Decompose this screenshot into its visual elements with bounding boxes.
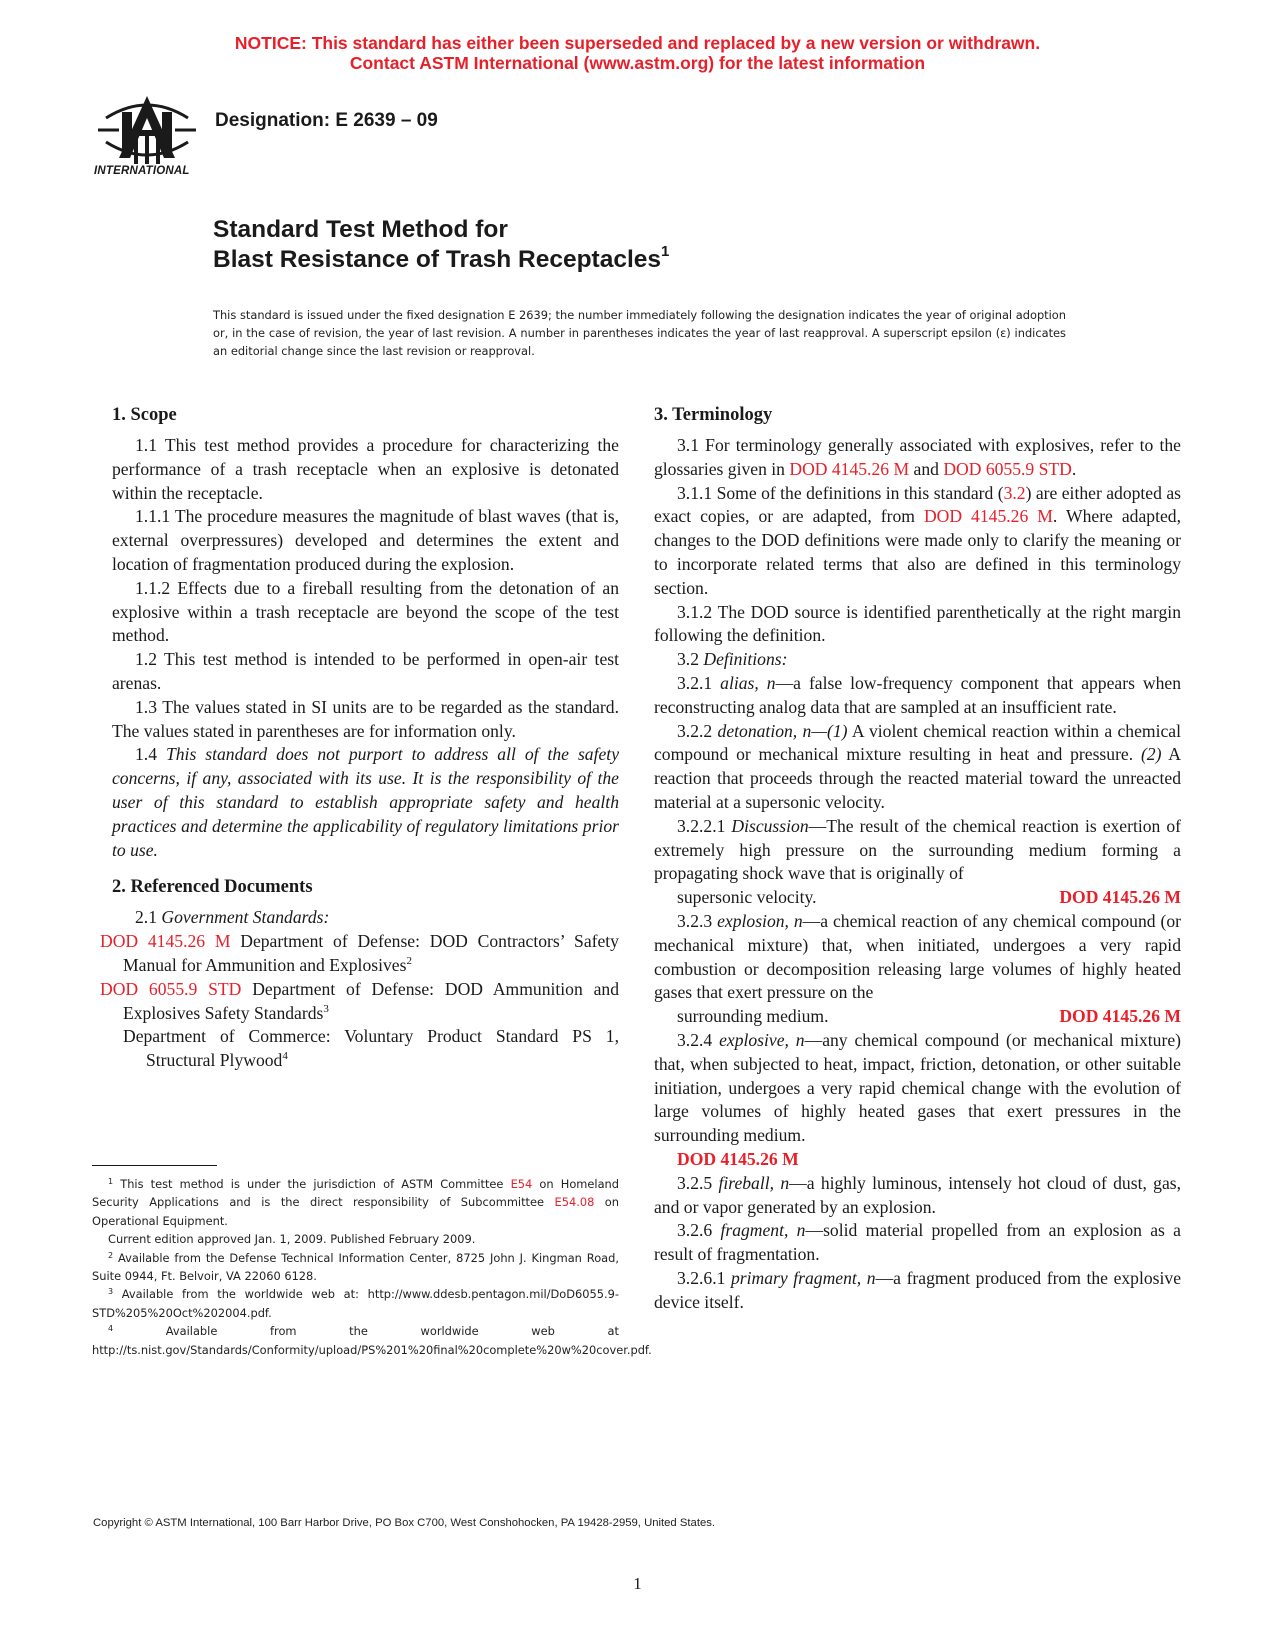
fragment-term: fragment, n bbox=[720, 1220, 806, 1241]
footnote-3-text: Available from the worldwide web at: http://www.ddesb.pentagon.mil/DoD6055.9-STD%205%20Oct%202004.pdf. bbox=[92, 1287, 619, 1320]
footnote-1-text-b: on Homeland Security Applications and is the direct responsibility of Subcommittee bbox=[92, 1177, 619, 1210]
terminology-heading: 3. Terminology bbox=[654, 405, 773, 425]
alias-number: 3.2.1 bbox=[677, 672, 721, 693]
copyright: Copyright © ASTM International, 100 Barr Harbor Drive, PO Box C700, West Conshohocken, PA 19428-2959, United States. bbox=[93, 1517, 716, 1529]
designation: Designation: E 2639 – 09 bbox=[215, 110, 438, 131]
footnote-1 bbox=[92, 1175, 619, 1230]
detonation-marker-1: (1) bbox=[827, 720, 848, 741]
ref-dod-6055 bbox=[100, 978, 619, 1026]
scope-heading: 1. Scope bbox=[112, 405, 177, 425]
discussion-end: supersonic velocity. bbox=[677, 887, 817, 908]
primary-fragment-number: 3.2.6.1 bbox=[677, 1267, 731, 1288]
explosive-term: explosive, n bbox=[719, 1029, 805, 1050]
section-3-1-text-a: 3.1 For terminology generally associated with explosives, refer to the glossaries given in bbox=[654, 435, 1181, 479]
section-3-1-2: 3.1.2 The DOD source is identified parenthetically at the right margin following the definition. bbox=[654, 601, 1181, 646]
section-3-1 bbox=[654, 434, 1181, 482]
discussion-number: 3.2.2.1 bbox=[677, 815, 732, 836]
left-column bbox=[100, 403, 619, 1073]
alias-text: —a false low-frequency component that appears when reconstructing analog data that are sampled at an insufficient rate. bbox=[654, 672, 1181, 717]
right-column bbox=[654, 403, 1181, 1314]
dod-4145-link[interactable]: DOD 4145.26 M bbox=[923, 506, 1053, 527]
section-3-2 bbox=[654, 648, 1181, 672]
ref-dod-4145 bbox=[100, 930, 619, 978]
section-3-1-text-c: . bbox=[1071, 458, 1077, 479]
astm-international-caption: INTERNATIONAL bbox=[94, 165, 190, 177]
section-1-4 bbox=[112, 743, 619, 862]
fragment-text: —solid material propelled from an explosion as a result of fragmentation. bbox=[654, 1220, 1181, 1265]
title-line-2 bbox=[213, 245, 669, 275]
section-1-1-1: 1.1.1 The procedure measures the magnitude of blast waves (that is, external overpressures) developed and determines the extent and location of fragmentation produced during the explosion. bbox=[112, 506, 619, 574]
definition-explosive bbox=[654, 1029, 1181, 1148]
section-3-1-1-text-a: 3.1.1 Some of the definitions in this standard ( bbox=[677, 482, 1004, 503]
fireball-term: fireball, n bbox=[718, 1172, 790, 1193]
referenced-documents-heading: 2. Referenced Documents bbox=[112, 877, 313, 898]
footnote-3-marker[interactable]: 3 bbox=[323, 1002, 329, 1015]
detonation-term: detonation, n— bbox=[717, 720, 827, 741]
dod-4145-source[interactable]: DOD 4145.26 M bbox=[677, 1148, 799, 1169]
notice-line-2: Contact ASTM International (www.astm.org) for the latest information bbox=[349, 53, 926, 73]
primary-fragment-term: primary fragment, n bbox=[730, 1267, 876, 1288]
footnote-4 bbox=[92, 1322, 652, 1359]
section-2-1-text: Government Standards: bbox=[161, 907, 330, 928]
footnote-1-text-a: This test method is under the jurisdiction of ASTM Committee bbox=[113, 1177, 511, 1191]
section-1-1: 1.1 This test method provides a procedure for characterizing the performance of a trash receptacle when an explosive is detonated within the receptacle. bbox=[112, 435, 619, 503]
dod-6055-desc: Department of Defense: DOD Ammunition and Explosives Safety Standards bbox=[123, 978, 619, 1023]
committee-e54-link[interactable]: E54 bbox=[510, 1177, 533, 1191]
section-3-1-1-text-b: ) are either adopted as exact copies, or are adapted, from bbox=[654, 482, 1181, 527]
dod-4145-desc: Department of Defense: DOD Contractors’ Safety Manual for Ammunition and Explosives bbox=[123, 931, 619, 975]
section-3-1-text-b: and bbox=[909, 458, 944, 479]
fragment-number: 3.2.6 bbox=[677, 1220, 721, 1241]
section-3-2-number: 3.2 bbox=[677, 649, 704, 670]
notice-line-1: NOTICE: This standard has either been superseded and replaced by a new version or withdrawn. bbox=[234, 33, 1041, 53]
page-number: 1 bbox=[633, 1574, 642, 1593]
discussion-detonation bbox=[654, 815, 1181, 886]
footnote-3 bbox=[92, 1285, 619, 1322]
detonation-text-1: A violent chemical reaction within a chemical compound or mechanical mixture resulting in heat and pressure. bbox=[654, 720, 1181, 765]
section-2-1 bbox=[112, 906, 619, 930]
dod-4145-source[interactable]: DOD 4145.26 M bbox=[1059, 1006, 1181, 1027]
title-footnote-marker[interactable]: 1 bbox=[661, 243, 670, 260]
explosion-term: explosion, n bbox=[717, 910, 803, 931]
definition-primary-fragment bbox=[654, 1267, 1181, 1315]
explosion-end: surrounding medium. bbox=[677, 1006, 829, 1027]
section-1-3: 1.3 The values stated in SI units are to be regarded as the standard. The values stated in parentheses are for information only. bbox=[112, 696, 619, 741]
footnote-divider bbox=[92, 1165, 217, 1166]
footnote-2-marker[interactable]: 2 bbox=[406, 954, 412, 967]
footnote-2 bbox=[92, 1249, 619, 1286]
definition-alias bbox=[654, 672, 1181, 720]
discussion-endline bbox=[654, 886, 1181, 910]
section-1-2: 1.2 This test method is intended to be performed in open-air test arenas. bbox=[112, 649, 619, 693]
dod-4145-link[interactable]: DOD 4145.26 M bbox=[789, 458, 910, 479]
section-1-4-number: 1.4 bbox=[135, 744, 166, 765]
definition-detonation bbox=[654, 720, 1181, 815]
dod-6055-link[interactable]: DOD 6055.9 STD bbox=[100, 978, 242, 999]
title-line-2-text: Blast Resistance of Trash Receptacles bbox=[213, 246, 662, 273]
explosion-endline bbox=[654, 1005, 1181, 1029]
section-3-2-link[interactable]: 3.2 bbox=[1003, 482, 1026, 503]
detonation-text-2: A reaction that proceeds through the reacted material toward the unreacted material at a supersonic velocity. bbox=[654, 744, 1181, 812]
footnote-4-marker[interactable]: 4 bbox=[282, 1050, 288, 1063]
title-line-1: Standard Test Method for bbox=[213, 216, 508, 243]
explosion-number: 3.2.3 bbox=[677, 910, 718, 931]
dod-6055-link[interactable]: DOD 6055.9 STD bbox=[943, 458, 1072, 479]
alias-term: alias, n bbox=[720, 672, 776, 693]
footnote-4-text: Available from the worldwide web at http://ts.nist.gov/Standards/Conformity/upload/PS%201%20final%20complete%20w%20cover.pdf. bbox=[92, 1324, 652, 1357]
footnotes bbox=[92, 1175, 652, 1359]
detonation-number: 3.2.2 bbox=[677, 720, 718, 741]
explosion-text: —a chemical reaction of any chemical compound (or mechanical mixture) that, when initiated, undergoes a very rapid combustion or decomposition releasing large volumes of highly heated gases that exert pressure on the bbox=[654, 910, 1181, 1003]
fireball-number: 3.2.5 bbox=[677, 1172, 719, 1193]
footnote-2-marker: 2 bbox=[108, 1250, 114, 1260]
discussion-text: —The result of the chemical reaction is exertion of extremely high pressure on the surrounding medium forming a propagating shock wave that is originally of bbox=[654, 815, 1181, 884]
section-3-2-text: Definitions: bbox=[703, 649, 788, 670]
fireball-text: —a highly luminous, intensely hot cloud of dust, gas, and or vapor generated by an explosion. bbox=[654, 1172, 1181, 1217]
definition-fragment bbox=[654, 1219, 1181, 1267]
definition-fireball bbox=[654, 1172, 1181, 1220]
document-title bbox=[213, 215, 669, 275]
ps1-desc: Department of Commerce: Voluntary Product Standard PS 1, Structural Plywood bbox=[123, 1026, 619, 1071]
section-1-4-text: This standard does not purport to address all of the safety concerns, if any, associated with its use. It is the responsibility of the user of this standard to establish appropriate safety and health practices and determine the applicability of regulatory limitations prior to use. bbox=[112, 744, 619, 860]
footnote-edition: Current edition approved Jan. 1, 2009. Published February 2009. bbox=[108, 1232, 476, 1247]
section-1-1-2: 1.1.2 Effects due to a fireball resulting from the detonation of an explosive within a trash receptacle are beyond the scope of the test method. bbox=[112, 577, 619, 646]
footnote-1-marker: 1 bbox=[108, 1177, 114, 1186]
footnote-3-marker: 3 bbox=[108, 1287, 114, 1297]
issue-note: This standard is issued under the fixed designation E 2639; the number immediately following the designation indicates the year of original adoption or, in the case of revision, the year of last revision. A number in parentheses indicates the year of last reapproval. A superscript epsilon (ε) indicates an editorial change since the last revision or reapproval. bbox=[213, 308, 1066, 358]
dod-4145-source[interactable]: DOD 4145.26 M bbox=[1059, 887, 1181, 908]
section-3-1-1-text-c: . Where adapted, changes to the DOD definitions were made only to clarify the meaning or to incorporate related terms that also are defined in this terminology section. bbox=[654, 506, 1181, 598]
section-3-1-1 bbox=[654, 482, 1181, 601]
section-2-1-number: 2.1 bbox=[135, 907, 162, 928]
withdrawal-notice bbox=[0, 33, 1275, 73]
subcommittee-e54-08-link[interactable]: E54.08 bbox=[554, 1195, 595, 1210]
footnote-2-text: Available from the Defense Technical Information Center, 8725 John J. Kingman Road, Suite 0944, Ft. Belvoir, VA 22060 6128. bbox=[92, 1250, 619, 1284]
dod-4145-link[interactable]: DOD 4145.26 M bbox=[100, 931, 231, 952]
discussion-term: Discussion bbox=[731, 815, 809, 836]
explosive-number: 3.2.4 bbox=[677, 1029, 720, 1050]
explosive-text: —any chemical compound (or mechanical mixture) that, when subjected to heat, impact, friction, detonation, or other suitable initiation, undergoes a very rapid chemical change with the evolution of large volumes of highly heated gases that exert pressures in the surrounding medium. bbox=[654, 1029, 1181, 1146]
detonation-marker-2: (2) bbox=[1140, 744, 1162, 765]
ref-ps1 bbox=[112, 1025, 619, 1073]
footnote-4-marker: 4 bbox=[108, 1324, 114, 1334]
primary-fragment-text: —a fragment produced from the explosive device itself. bbox=[654, 1267, 1182, 1312]
footnote-1-text-c: on Operational Equipment. bbox=[92, 1195, 619, 1228]
definition-explosion bbox=[654, 910, 1181, 1005]
